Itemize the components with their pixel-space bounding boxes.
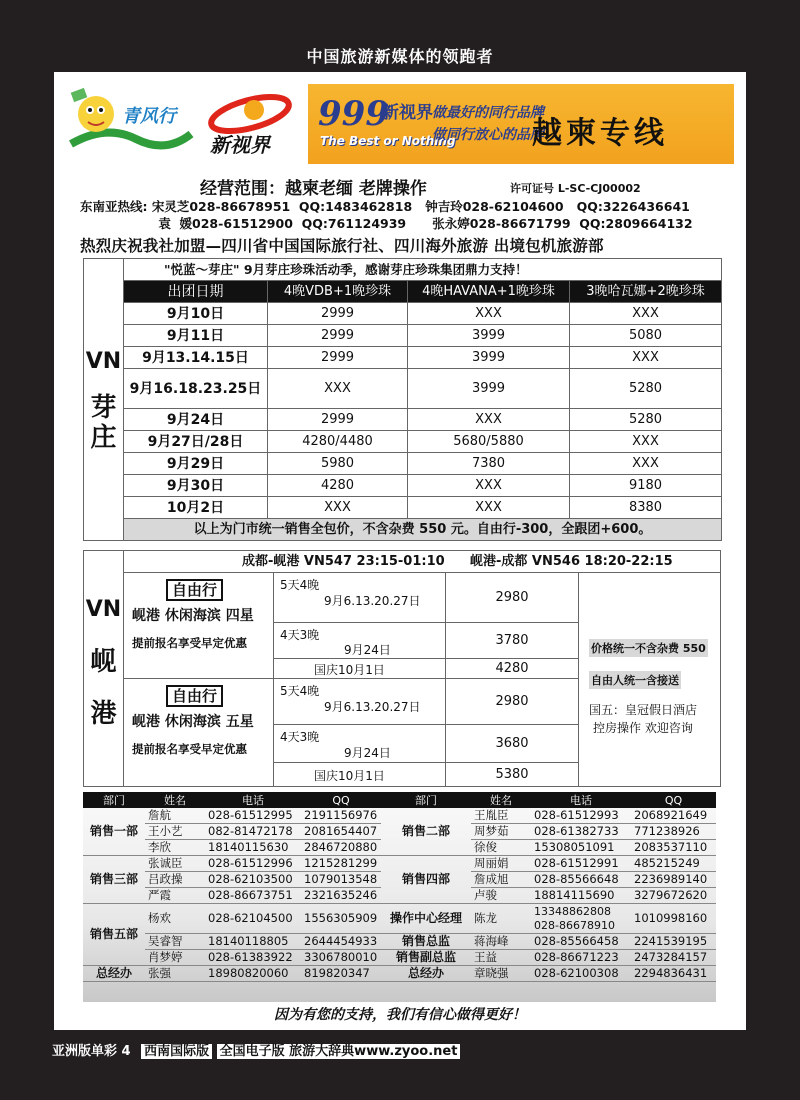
price-cell: 3999 <box>408 347 570 369</box>
package-dates: 国庆10月1日 <box>314 663 385 677</box>
staff-name: 周梦茹 <box>471 824 531 840</box>
staff-qq: 771238926 <box>631 824 716 840</box>
staff-phone: 18814115690 <box>531 888 631 904</box>
col-header: 部门 <box>381 792 471 808</box>
price-cell: 4280/4480 <box>268 431 408 453</box>
package-dates: 9月24日 <box>344 643 391 657</box>
department-directory <box>83 792 716 1002</box>
package-price: 2980 <box>446 679 578 725</box>
staff-qq: 3306780010 <box>301 950 381 966</box>
package-price: 5380 <box>495 767 529 782</box>
package-dates: 9月24日 <box>344 746 391 760</box>
table-row <box>83 966 716 982</box>
early-booking: 提前报名享受早定优惠 <box>132 636 247 650</box>
nhatrang-header-row <box>84 281 722 303</box>
staff-qq: 819820347 <box>301 966 381 982</box>
price-cell: XXX <box>570 453 722 475</box>
staff-phone: 13348862808 028-86678910 <box>531 904 631 934</box>
col-header: 3晚哈瓦娜+2晚珍珠 <box>570 281 722 303</box>
price-cell: 2999 <box>268 347 408 369</box>
hotel-grade: 岘港 休闲海滨 四星 <box>132 608 254 624</box>
nhatrang-table <box>83 258 722 541</box>
package-price: 3780 <box>446 623 578 659</box>
price-cell: XXX <box>570 431 722 453</box>
col-header: QQ <box>631 792 716 808</box>
nhatrang-side-label <box>84 259 124 541</box>
date-cell: 9月16.18.23.25日 <box>124 369 268 409</box>
danang-block-4star <box>124 573 578 679</box>
price-cell: 3999 <box>408 369 570 409</box>
price-cell: 9180 <box>570 475 722 497</box>
xinshijie-logo <box>202 86 298 166</box>
col-header: 4晚VDB+1晚珍珠 <box>268 281 408 303</box>
package-days: 5天4晚 <box>280 684 320 698</box>
note-hotel: 国五：皇冠假日酒店 <box>589 703 698 717</box>
staff-phone: 028-86671223 <box>531 950 631 966</box>
staff-phone: 082-81472178 <box>205 824 301 840</box>
side-char-2: 庄 <box>90 422 117 453</box>
staff-qq: 1010998160 <box>631 904 716 934</box>
price-cell: 5980 <box>268 453 408 475</box>
staff-phone: 028-61512996 <box>205 856 301 872</box>
staff-phone: 028-62103500 <box>205 872 301 888</box>
col-header: 姓名 <box>471 792 531 808</box>
staff-name: 王胤臣 <box>471 808 531 824</box>
table-row <box>84 431 722 453</box>
table-row <box>84 497 722 519</box>
free-travel-badge: 自由行 <box>166 579 223 601</box>
note-transfer: 自由人统一含接送 <box>589 671 681 689</box>
footer <box>52 1040 460 1059</box>
staff-phone: 028-61512991 <box>531 856 631 872</box>
price-cell: XXX <box>268 369 408 409</box>
col-header: 4晚HAVANA+1晚珍珠 <box>408 281 570 303</box>
package-cell <box>274 659 446 678</box>
flight-back: 岘港-成都 VN546 18:20-22:15 <box>470 554 673 569</box>
staff-name: 张强 <box>145 966 205 982</box>
ad-slogan <box>432 102 544 146</box>
dept-name: 总经办 <box>83 966 145 982</box>
date-cell: 9月11日 <box>124 325 268 347</box>
staff-name: 周丽娟 <box>471 856 531 872</box>
table-row <box>84 453 722 475</box>
staff-name: 詹航 <box>145 808 205 824</box>
table-row <box>84 369 722 409</box>
staff-name: 詹成旭 <box>471 872 531 888</box>
ad-line-title: 越柬专线 <box>532 116 668 151</box>
logo2-text: 新视界 <box>210 133 270 157</box>
staff-qq: 1079013548 <box>301 872 381 888</box>
staff-name: 王益 <box>471 950 531 966</box>
staff-name: 肖梦婷 <box>145 950 205 966</box>
package-dates: 国庆10月1日 <box>314 769 385 783</box>
table-row <box>84 409 722 431</box>
date-cell: 9月27日/28日 <box>124 431 268 453</box>
directory-table <box>83 792 716 982</box>
table-row <box>84 475 722 497</box>
staff-phone: 18980820060 <box>205 966 301 982</box>
staff-qq: 1215281299 <box>301 856 381 872</box>
staff-qq: 1556305909 <box>301 904 381 934</box>
col-header: QQ <box>301 792 381 808</box>
staff-name: 徐俊 <box>471 840 531 856</box>
dept-name: 销售四部 <box>381 856 471 904</box>
col-header: 出团日期 <box>124 281 268 303</box>
price-cell: 3999 <box>408 325 570 347</box>
nhatrang-note-row <box>84 519 722 541</box>
table-row <box>84 303 722 325</box>
top-banner: 中国旅游新媒体的领跑者 <box>306 47 494 66</box>
col-header: 姓名 <box>145 792 205 808</box>
dept-name: 销售一部 <box>83 808 145 856</box>
date-cell: 9月24日 <box>124 409 268 431</box>
table-row <box>83 856 716 872</box>
danang-notes <box>578 573 720 786</box>
staff-phone: 18140115630 <box>205 840 301 856</box>
package-dates: 9月6.13.20.27日 <box>324 594 421 608</box>
license-number: 许可证号 L-SC-CJ00002 <box>510 182 641 195</box>
price-cell: 8380 <box>570 497 722 519</box>
celebration-line: 热烈庆祝我社加盟—四川省中国国际旅行社、四川海外旅游 出境包机旅游部 <box>80 237 604 255</box>
staff-qq: 2473284157 <box>631 950 716 966</box>
dept-name: 销售二部 <box>381 808 471 856</box>
price-cell: 7380 <box>408 453 570 475</box>
side-vn: VN <box>85 348 122 374</box>
staff-name: 李欣 <box>145 840 205 856</box>
package-dates: 9月6.13.20.27日 <box>324 700 421 714</box>
price-cell: 5280 <box>570 409 722 431</box>
staff-qq: 2191156976 <box>301 808 381 824</box>
price-cell: 2999 <box>268 325 408 347</box>
danang-side-label <box>84 551 124 786</box>
staff-phone: 028-85566648 <box>531 872 631 888</box>
dept-name: 销售五部 <box>83 904 145 966</box>
staff-phone: 028-61512995 <box>205 808 301 824</box>
staff-phone: 028-61512993 <box>531 808 631 824</box>
block-info <box>124 679 274 786</box>
col-header: 电话 <box>205 792 301 808</box>
danang-block-5star <box>124 679 578 785</box>
staff-phone: 028-85566458 <box>531 934 631 950</box>
staff-qq: 485215249 <box>631 856 716 872</box>
staff-qq: 2083537110 <box>631 840 716 856</box>
dept-name: 销售副总监 <box>381 950 471 966</box>
date-cell: 10月2日 <box>124 497 268 519</box>
footer-website: 全国电子版 旅游大辞典www.zyoo.net <box>217 1044 461 1059</box>
nhatrang-promo: "悦蓝～芽庄" 9月芽庄珍珠活动季，感谢芽庄珍珠集团鼎力支持！ <box>124 259 722 281</box>
side-vn: VN <box>85 597 122 622</box>
hotline-contacts <box>80 198 693 232</box>
col-header: 部门 <box>83 792 145 808</box>
package-days: 4天3晚 <box>280 730 320 744</box>
staff-name: 陈龙 <box>471 904 531 934</box>
table-row <box>84 325 722 347</box>
staff-qq: 2321635246 <box>301 888 381 904</box>
price-cell: XXX <box>268 497 408 519</box>
staff-qq: 2081654407 <box>301 824 381 840</box>
package-days: 5天4晚 <box>280 578 320 592</box>
date-cell: 9月10日 <box>124 303 268 325</box>
edition-label: 亚洲版单彩 4 <box>52 1044 131 1059</box>
ad-brand-cn: 新视界 <box>382 103 433 123</box>
price-cell: XXX <box>408 497 570 519</box>
package-price: 2980 <box>446 573 578 623</box>
contact-line-2: 袁 媛028-61512900 QQ:761124939 张永婷028-86671799 QQ:2809664132 <box>80 216 693 231</box>
package-price: 4280 <box>495 661 529 676</box>
dept-name: 销售三部 <box>83 856 145 904</box>
edition-tag: 西南国际版 <box>141 1044 212 1059</box>
table-row <box>84 347 722 369</box>
contact-line-1: 东南亚热线: 宋灵芝028-86678951 QQ:1483462818 钟吉玲028-62104600 QQ:3226436641 <box>80 199 690 214</box>
staff-qq: 3279672620 <box>631 888 716 904</box>
danang-section <box>83 550 721 787</box>
table-row <box>83 808 716 824</box>
price-cell: 2999 <box>268 409 408 431</box>
staff-qq: 2846720880 <box>301 840 381 856</box>
col-header: 电话 <box>531 792 631 808</box>
staff-qq: 2294836431 <box>631 966 716 982</box>
package-cell <box>274 573 446 623</box>
price-cell: 5680/5880 <box>408 431 570 453</box>
date-cell: 9月30日 <box>124 475 268 497</box>
header <box>64 80 736 172</box>
flight-info <box>124 551 720 573</box>
staff-name: 严霞 <box>145 888 205 904</box>
price-cell: 5080 <box>570 325 722 347</box>
package-days: 4天3晚 <box>280 628 320 642</box>
staff-name: 张诚臣 <box>145 856 205 872</box>
price-cell: XXX <box>408 409 570 431</box>
price-cell: 5280 <box>570 369 722 409</box>
table-row <box>83 934 716 950</box>
package-cell <box>274 725 446 763</box>
qingfengxing-logo <box>66 84 194 164</box>
side-char-1: 岘 <box>90 647 117 677</box>
logo1-text: 青风行 <box>122 106 176 127</box>
note-fee: 价格统一不含杂费 550 <box>589 639 708 657</box>
ad-slogan-2: 做同行放心的品牌 <box>432 127 544 143</box>
hotel-grade: 岘港 休闲海滨 五星 <box>132 714 254 730</box>
staff-name: 吕政操 <box>145 872 205 888</box>
staff-name: 王小艺 <box>145 824 205 840</box>
dept-name: 销售总监 <box>381 934 471 950</box>
staff-qq: 2236989140 <box>631 872 716 888</box>
directory-header <box>83 792 716 808</box>
staff-name: 杨欢 <box>145 904 205 934</box>
package-cell <box>274 679 446 725</box>
table-row <box>83 950 716 966</box>
date-cell: 9月29日 <box>124 453 268 475</box>
package-cell <box>274 623 446 659</box>
early-booking: 提前报名享受早定优惠 <box>132 742 247 756</box>
package-cell <box>274 763 446 786</box>
free-travel-badge: 自由行 <box>166 685 223 707</box>
block-info <box>124 573 274 678</box>
staff-phone: 18140118805 <box>205 934 301 950</box>
nhatrang-note: 以上为门市统一销售全包价，不含杂费 550 元。自由行-300，全跟团+600。 <box>124 519 722 541</box>
date-cell: 9月13.14.15日 <box>124 347 268 369</box>
price-cell: XXX <box>570 303 722 325</box>
side-char-1: 芽 <box>90 392 117 423</box>
staff-qq: 2068921649 <box>631 808 716 824</box>
dept-name: 总经办 <box>381 966 471 982</box>
ad-tagline: The Best or Nothing <box>320 134 456 148</box>
staff-phone: 028-62104500 <box>205 904 301 934</box>
ad-page <box>54 72 746 1030</box>
price-cell: XXX <box>570 347 722 369</box>
price-cell: 2999 <box>268 303 408 325</box>
package-price: 3680 <box>446 725 578 763</box>
staff-qq: 2241539195 <box>631 934 716 950</box>
table-row <box>83 904 716 934</box>
staff-phone: 028-61383922 <box>205 950 301 966</box>
staff-phone: 028-86673751 <box>205 888 301 904</box>
ad-banner <box>308 84 734 164</box>
thanks-slogan: 因为有您的支持，我们有信心做得更好！ <box>274 1007 526 1023</box>
staff-qq: 2644454933 <box>301 934 381 950</box>
dept-name: 操作中心经理 <box>381 904 471 934</box>
ad-slogan-1: 做最好的同行品牌 <box>432 105 544 121</box>
side-char-2: 港 <box>90 699 117 729</box>
staff-name: 吴睿智 <box>145 934 205 950</box>
note-consult: 控房操作 欢迎咨询 <box>593 721 693 735</box>
business-scope: 经营范围：越柬老缅 老牌操作 <box>200 179 427 199</box>
staff-name: 章晓强 <box>471 966 531 982</box>
staff-name: 卢骏 <box>471 888 531 904</box>
ad-brand: 999 <box>318 94 389 134</box>
staff-name: 蒋海峰 <box>471 934 531 950</box>
staff-phone: 15308051091 <box>531 840 631 856</box>
price-cell: XXX <box>408 475 570 497</box>
price-cell: 4280 <box>268 475 408 497</box>
staff-phone: 028-62100308 <box>531 966 631 982</box>
flight-out: 成都-岘港 VN547 23:15-01:10 <box>242 554 445 569</box>
staff-phone: 028-61382733 <box>531 824 631 840</box>
price-cell: XXX <box>408 303 570 325</box>
